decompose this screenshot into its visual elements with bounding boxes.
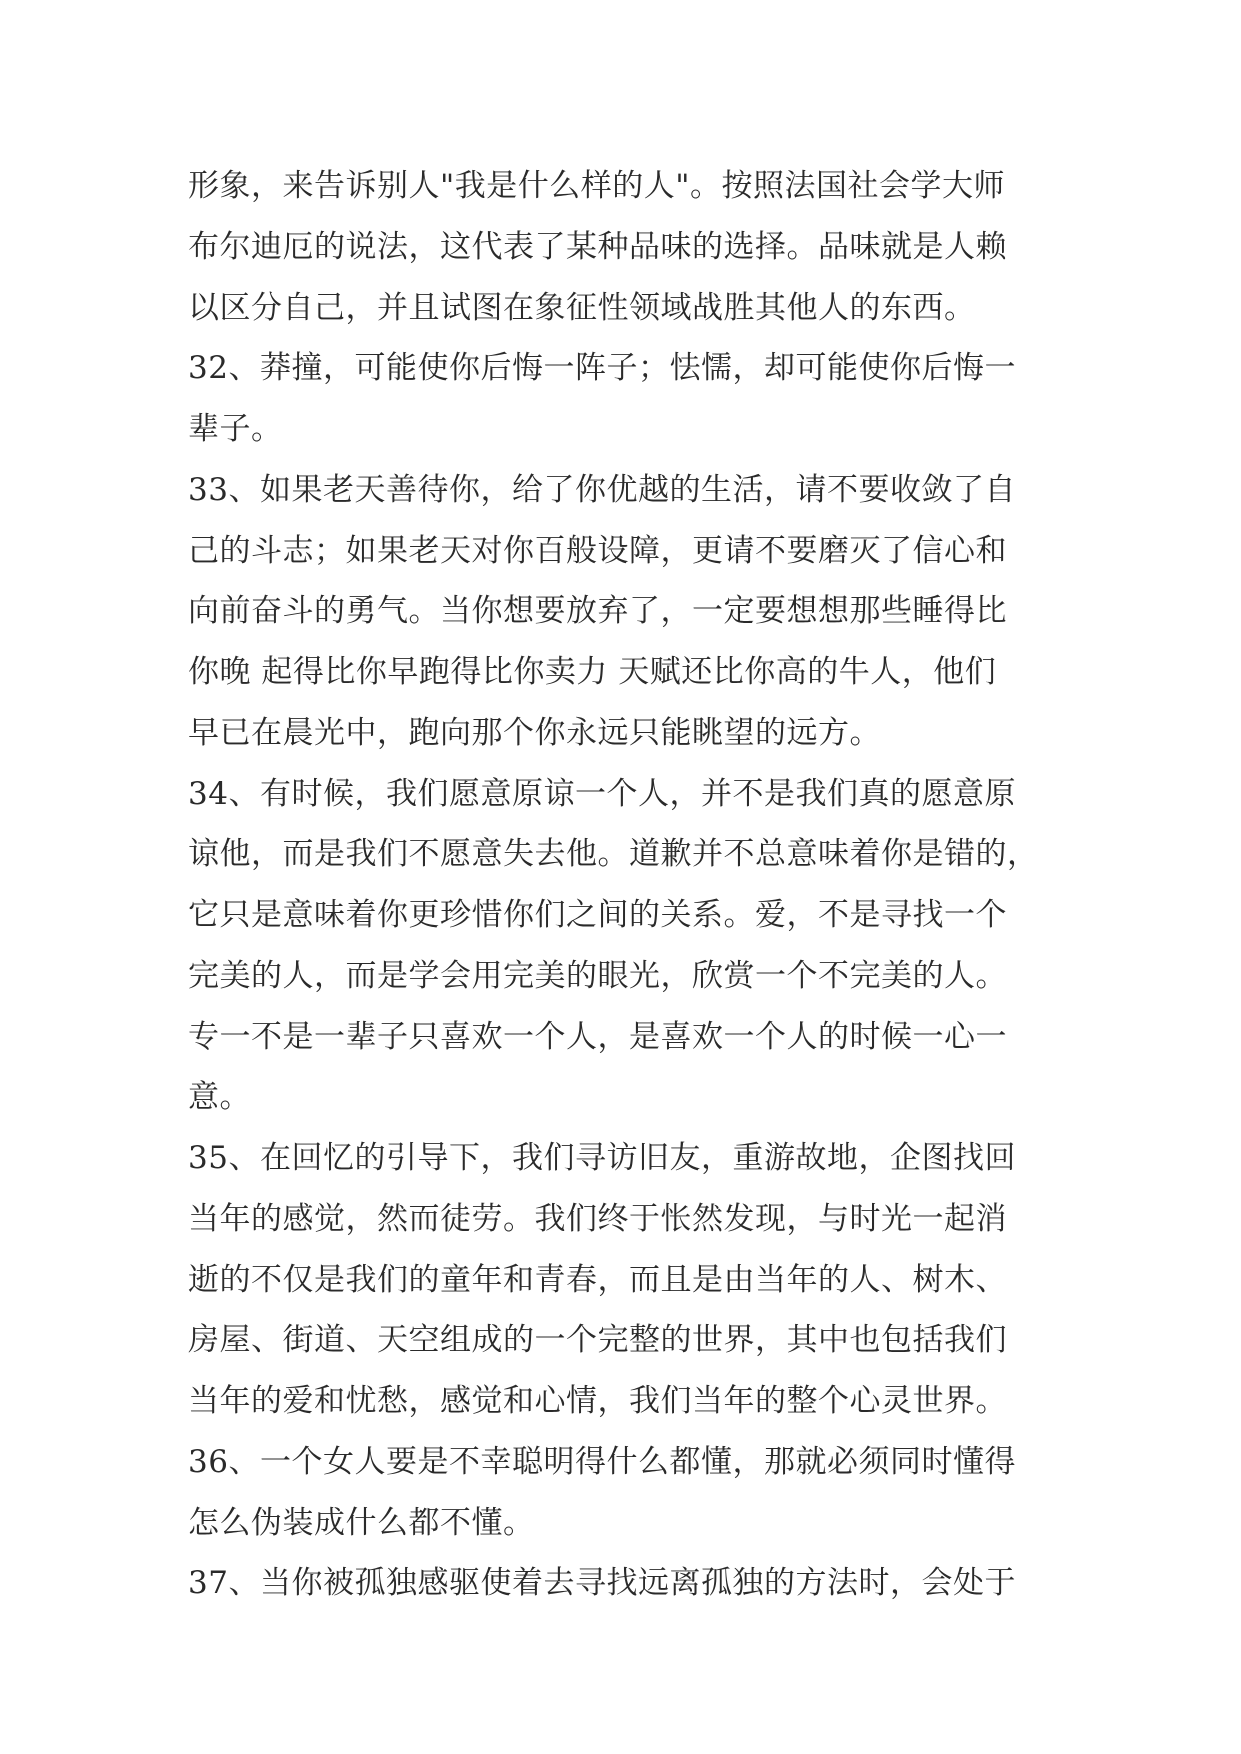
text-line: 专一不是一辈子只喜欢一个人，是喜欢一个人的时候一心一: [188, 1018, 1007, 1055]
text-line: 意。: [188, 1079, 251, 1116]
text-line: 34、有时候，我们愿意原谅一个人，并不是我们真的愿意原: [188, 775, 1016, 812]
text-line: 房屋、街道、天空组成的一个完整的世界，其中也包括我们: [188, 1322, 1007, 1359]
text-line: 己的斗志；如果老天对你百般设障，更请不要磨灭了信心和: [188, 532, 1007, 569]
text-line: 逝的不仅是我们的童年和青春，而且是由当年的人、树木、: [188, 1261, 1007, 1298]
text-line: 32、莽撞，可能使你后悔一阵子；怯懦，却可能使你后悔一: [188, 350, 1016, 387]
text-line: 向前奋斗的勇气。当你想要放弃了，一定要想想那些睡得比: [188, 593, 1007, 630]
body-text: [188, 156, 1068, 1614]
text-line: 辈子。: [188, 411, 283, 447]
text-line: 当年的爱和忧愁，感觉和心情，我们当年的整个心灵世界。: [188, 1383, 1007, 1419]
text-line: 早已在晨光中，跑向那个你永远只能眺望的远方。: [188, 714, 881, 751]
text-line: 35、在回忆的引导下，我们寻访旧友，重游故地，企图找回: [188, 1140, 1016, 1176]
text-line: 它只是意味着你更珍惜你们之间的关系。爱，不是寻找一个: [188, 897, 1007, 933]
text-line: 谅他，而是我们不愿意失去他。道歉并不总意味着你是错的，: [188, 836, 1039, 873]
text-line: 怎么伪装成什么都不懂。: [188, 1504, 535, 1541]
text-line: 37、当你被孤独感驱使着去寻找远离孤独的方法时，会处于: [188, 1565, 1016, 1602]
text-line: 以区分自己，并且试图在象征性领域战胜其他人的东西。: [188, 289, 976, 326]
text-line: 当年的感觉，然而徒劳。我们终于怅然发现，与时光一起消: [188, 1200, 1007, 1237]
text-line: 36、一个女人要是不幸聪明得什么都懂，那就必须同时懂得: [188, 1443, 1016, 1480]
text-line: 33、如果老天善待你，给了你优越的生活，请不要收敛了自: [188, 471, 1016, 508]
text-line: 形象，来告诉别人"我是什么样的人"。按照法国社会学大师: [188, 168, 1006, 204]
text-line: 完美的人，而是学会用完美的眼光，欣赏一个不完美的人。: [188, 957, 1007, 994]
text-line: 你晚 起得比你早跑得比你卖力 天赋还比你高的牛人，他们: [188, 654, 997, 690]
text-line: 布尔迪厄的说法，这代表了某种品味的选择。品味就是人赖: [188, 228, 1007, 265]
